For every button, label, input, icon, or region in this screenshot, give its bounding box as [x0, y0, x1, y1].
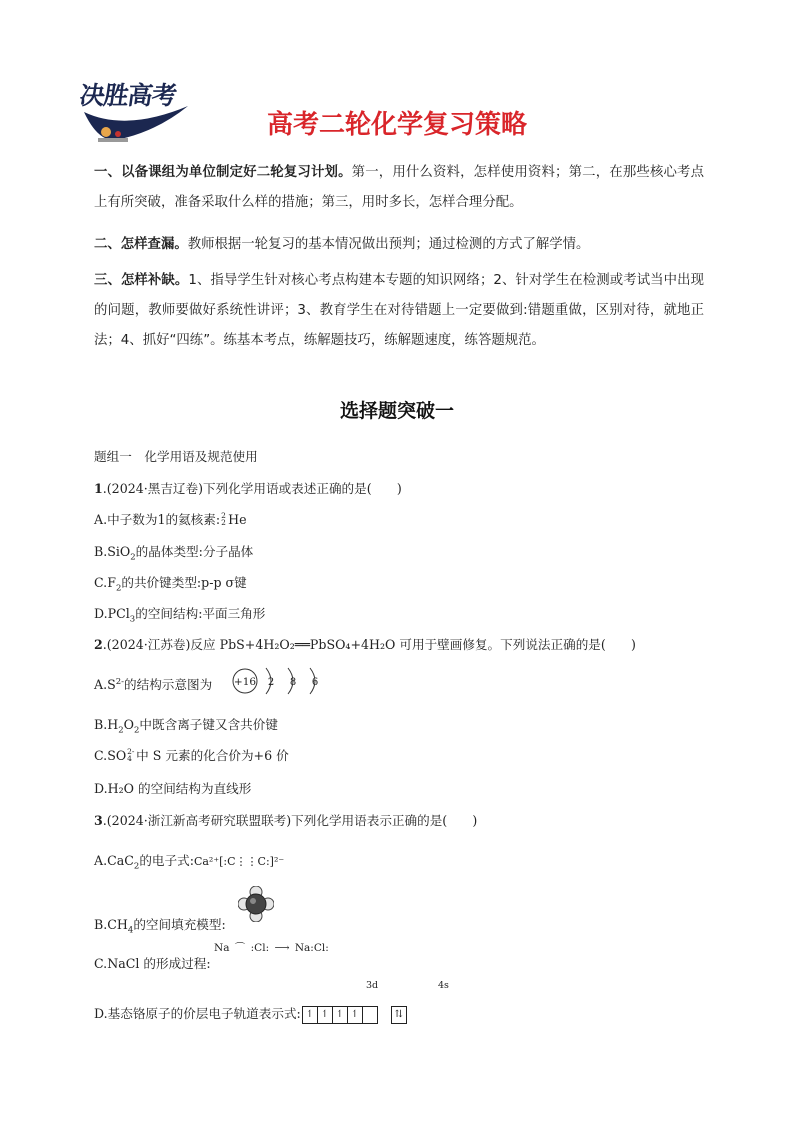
q1-number: 1 — [94, 481, 103, 496]
q2-option-a — [94, 674, 212, 693]
q2-option-b — [94, 714, 278, 736]
q2-b-pre: B.H — [94, 717, 119, 732]
q3-b-post: 的空间填充模型: — [133, 917, 226, 932]
orbital-box: ↿ — [332, 1006, 348, 1024]
q1-option-b — [94, 541, 253, 563]
sulfate-charge-stack — [126, 747, 136, 763]
q1-a-text: A.中子数为1的氦核素: — [94, 512, 221, 527]
q3-b-pre: B.CH — [94, 917, 128, 932]
q1-d-post: 的空间结构:平面三角形 — [135, 606, 266, 621]
q1-b-post: 的晶体类型:分子晶体 — [135, 544, 254, 559]
q1-c-sub: 2 — [115, 583, 122, 594]
q2-option-d: D.H₂O 的空间结构为直线形 — [94, 781, 252, 796]
q2-b-sub1: 2 — [118, 725, 124, 736]
nucleus-charge: +16 — [233, 676, 257, 688]
q3-number: 3 — [94, 813, 103, 828]
orbital-box: ↿ — [302, 1006, 318, 1024]
orbital-box: ↿ — [347, 1006, 363, 1024]
intro-paragraph-1 — [94, 158, 704, 218]
intro-p1-body: 第一，用什么资料，怎样使用资料；第二，在那些核心考点上有所突破，准备采取什么样的措施；第三，用时多长，怎样合理分配。 — [94, 165, 705, 210]
orbital-box — [362, 1006, 378, 1024]
q2-option-c — [94, 745, 289, 764]
q1-option-c — [94, 572, 247, 594]
q3-option-b — [94, 914, 226, 936]
q3-option-a — [94, 850, 284, 872]
q3-c-product: Na:Cl: — [294, 942, 329, 954]
q2-b-sub2: 2 — [134, 725, 140, 736]
q2-b-mid: O — [123, 717, 134, 732]
q3-d-text: D.基态铬原子的价层电子轨道表示式: — [94, 1006, 301, 1021]
q2-c-pre: C.SO — [94, 748, 127, 763]
q1-b-pre: B.SiO — [94, 544, 131, 559]
orbitals-4s — [392, 1006, 407, 1024]
label-3d: 3d — [366, 980, 379, 991]
q3-b-sub: 4 — [127, 925, 134, 936]
q3-a-electron-formula: Ca²⁺[:C⋮⋮C:]²⁻ — [193, 855, 285, 868]
q3-stem — [94, 810, 477, 829]
label-4s: 4s — [438, 980, 449, 991]
group-title: 题组一 化学用语及规范使用 — [94, 449, 258, 464]
intro-p1-heading: 一、以备课组为单位制定好二轮复习计划。 — [94, 165, 352, 180]
q2-c-sub: 4 — [127, 754, 132, 763]
q3-a-post: 的电子式: — [139, 853, 194, 868]
q3-c-na: Na — [214, 942, 230, 954]
q3-c-cl: :Cl: — [250, 942, 270, 954]
q1-c-pre: C.F — [94, 575, 116, 590]
q1-option-d — [94, 603, 265, 625]
shell-1-electrons: 2 — [267, 677, 275, 688]
q2-a-post: 的结构示意图为 — [124, 677, 213, 692]
q1-d-sub: 3 — [129, 614, 136, 625]
logo-text: 决胜高考 — [77, 81, 178, 110]
intro-p2-body: 教师根据一轮复习的基本情况做出预判；通过检测的方式了解学情。 — [187, 237, 590, 252]
q1-d-pre: D.PCl — [94, 606, 130, 621]
q2-c-post: 中 S 元素的化合价为+6 价 — [136, 748, 289, 763]
q2-c-sup: 2- — [127, 747, 135, 756]
q1-c-post: 的共价键类型:p-p σ键 — [121, 575, 247, 590]
q2-b-post: 中既含离子键又含共价键 — [139, 717, 278, 732]
q3-a-pre: A.CaC — [94, 853, 134, 868]
shell-2-electrons: 8 — [289, 677, 297, 688]
q1-stem — [94, 478, 402, 497]
orbital-box: ↿ — [317, 1006, 333, 1024]
intro-p3-body: 1、指导学生针对核心考点构建本专题的知识网络；2、针对学生在检测或考试当中出现的问题，教师要做好系统性讲评；3、教育学生在对待错题上一定要做到:错题重做，区别对待，就地正法；4、抓好“四练”。练基本考点，练解题技巧，练解题速度，练答题规范。 — [94, 273, 704, 348]
q1-a-symbol: He — [228, 512, 247, 527]
q1-a-mass: 2 — [221, 511, 226, 520]
q2-stem-text: .(2024·江苏卷)反应 PbS+4H₂O₂══PbSO₄+4H₂O 可用于壁画修复。下列说法正确的是( ) — [102, 637, 636, 652]
nacl-formation-diagram: Na ⌒ :Cl: ⟶ Na:Cl: — [214, 942, 329, 954]
methane-model-icon — [238, 886, 274, 922]
orbital-box: ⇅ — [391, 1006, 407, 1024]
q1-option-a — [94, 509, 247, 528]
q2-number: 2 — [94, 637, 103, 652]
intro-paragraph-2 — [94, 230, 704, 260]
atom-structure-diagram — [230, 664, 326, 698]
q1-a-atomic: 2 — [221, 518, 226, 527]
q2-a-sup: 2- — [115, 676, 125, 687]
q3-stem-text: .(2024·浙江新高考研究联盟联考)下列化学用语表示正确的是( ) — [102, 813, 478, 828]
isotope-notation — [220, 512, 228, 526]
q3-a-sub: 2 — [133, 861, 140, 872]
intro-p3-heading: 三、怎样补缺。 — [94, 273, 189, 288]
intro-paragraph-3 — [94, 266, 704, 356]
q2-stem — [94, 634, 636, 653]
shell-3-electrons: 6 — [311, 677, 319, 688]
page-title: 高考二轮化学复习策略 — [266, 110, 527, 140]
section-title: 选择题突破一 — [339, 400, 454, 422]
q3-option-c: C.NaCl 的形成过程: — [94, 956, 211, 971]
intro-p2-heading: 二、怎样查漏。 — [94, 237, 188, 252]
q1-b-sub: 2 — [130, 552, 136, 563]
q3-option-d — [94, 1003, 407, 1024]
q2-a-pre: A.S — [94, 677, 116, 692]
orbitals-3d — [303, 1006, 378, 1024]
q1-stem-text: .(2024·黑吉辽卷)下列化学用语或表述正确的是( ) — [102, 481, 402, 496]
